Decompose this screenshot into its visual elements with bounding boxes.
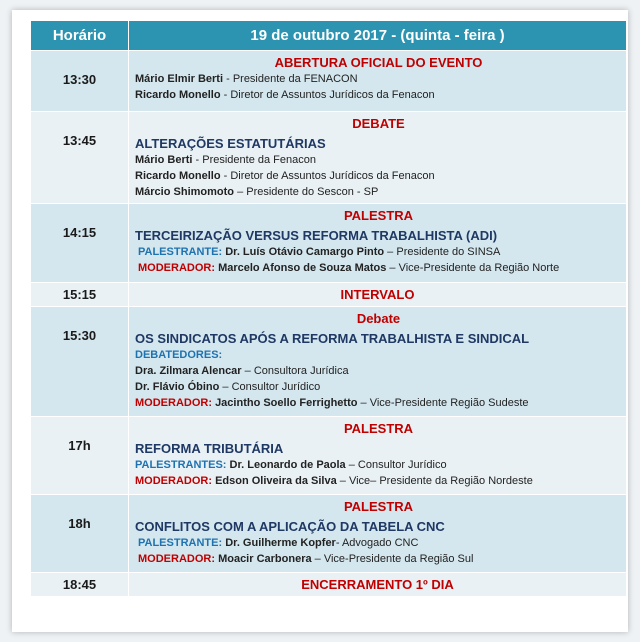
session-heading: DEBATE [352,116,405,131]
speaker-name: Dr. Guilherme Kopfer [225,537,336,549]
table-row [31,51,627,112]
schedule-table [30,20,627,597]
row-time: 15:30 [31,307,129,417]
participant-role: Presidente do Sescon - SP [246,186,379,198]
participant [135,184,622,200]
session-heading: PALESTRA [343,421,414,436]
separator: – [241,365,254,377]
participant-name: Dra. Zilmara Alencar [135,365,242,377]
moderator [135,551,622,567]
participant [135,87,622,103]
debaters-label-text: DEBATEDORES: [135,349,223,361]
table-row [31,283,627,307]
session-heading: PALESTRA [343,499,414,514]
table-header [31,21,627,51]
row-content [129,573,627,597]
row-time: 13:30 [31,51,129,112]
session-title: REFORMA TRIBUTÁRIA [135,441,284,456]
column-header-date: 19 de outubro 2017 - (quinta - feira ) [129,21,627,51]
row-content [129,112,627,204]
participant-role: Diretor de Assuntos Jurídicos da Fenacon [230,170,435,182]
separator: - [335,537,342,549]
table-row [31,417,627,495]
separator: – [311,553,324,565]
speaker-label: PALESTRANTES: [135,459,227,471]
row-content [129,283,627,307]
participant-role: Consultor Jurídico [231,381,321,393]
separator: - [220,89,231,101]
participant-name: Dr. Flávio Óbino [135,381,220,393]
moderator-name: Edson Oliveira da Silva [215,475,337,487]
participant-name: Mário Elmir Berti [135,73,224,85]
separator: - [192,154,203,166]
row-content [129,204,627,283]
separator: – [336,475,349,487]
row-time: 18h [31,495,129,573]
speaker-role: Presidente do SINSA [396,246,501,258]
table-row [31,573,627,597]
row-time: 17h [31,417,129,495]
moderator-role: Vice-Presidente da Região Norte [398,262,560,274]
table-row [31,495,627,573]
moderator-name: Jacintho Soello Ferrighetto [215,397,358,409]
moderator [135,260,622,276]
participant [135,379,622,395]
moderator-label: MODERADOR: [135,475,212,487]
participant-role: Diretor de Assuntos Jurídicos da Fenacon [230,89,435,101]
debaters-label [135,347,622,363]
speaker-label: PALESTRANTE: [138,246,223,258]
row-content [129,51,627,112]
participant-name: Mário Berti [135,154,193,166]
participant [135,363,622,379]
row-time: 13:45 [31,112,129,204]
table-row [31,307,627,417]
participant [135,168,622,184]
separator: – [384,246,397,258]
participant-role: Presidente da Fenacon [202,154,316,166]
moderator [135,395,622,411]
speaker [135,457,622,473]
session-title: CONFLITOS COM A APLICAÇÃO DA TABELA CNC [135,519,445,534]
row-content [129,307,627,417]
session-heading: Debate [356,311,401,326]
speaker [135,244,622,260]
participant-name: Márcio Shimomoto [135,186,235,198]
moderator-role: Vice-Presidente Região Sudeste [369,397,529,409]
speaker-label: PALESTRANTE: [138,537,223,549]
participant-role: Consultora Jurídica [253,365,349,377]
column-header-time: Horário [31,21,129,51]
separator: - [220,170,231,182]
session-title: OS SINDICATOS APÓS A REFORMA TRABALHISTA E SINDICAL [135,331,530,346]
session-heading: ABERTURA OFICIAL DO EVENTO [274,55,483,70]
separator: – [345,459,358,471]
speaker-role: Consultor Jurídico [357,459,447,471]
page-frame [12,10,628,632]
separator: – [386,262,399,274]
separator: – [219,381,232,393]
participant-name: Ricardo Monello [135,89,221,101]
table-row [31,112,627,204]
row-time: 14:15 [31,204,129,283]
moderator-role: Vice– Presidente da Região Nordeste [348,475,533,487]
row-content [129,417,627,495]
participant [135,71,622,87]
speaker-role: Advogado CNC [341,537,419,549]
separator: – [357,397,370,409]
session-title: TERCEIRIZAÇÃO VERSUS REFORMA TRABALHISTA (ADI) [135,228,498,243]
moderator-name: Moacir Carbonera [218,553,312,565]
moderator-label: MODERADOR: [138,553,215,565]
participant-role: Presidente da FENACON [232,73,358,85]
separator: – [234,186,247,198]
speaker-name: Dr. Leonardo de Paola [229,459,346,471]
session-heading: INTERVALO [340,286,415,302]
speaker-name: Dr. Luís Otávio Camargo Pinto [225,246,385,258]
session-title: ALTERAÇÕES ESTATUTÁRIAS [135,136,326,151]
table-row [31,204,627,283]
session-heading: PALESTRA [343,208,414,223]
participant [135,152,622,168]
row-content [129,495,627,573]
speaker [135,535,622,551]
session-heading: ENCERRAMENTO 1º DIA [301,576,454,592]
moderator-role: Vice-Presidente da Região Sul [323,553,474,565]
moderator [135,473,622,489]
row-time: 15:15 [31,283,129,307]
moderator-label: MODERADOR: [138,262,215,274]
moderator-label: MODERADOR: [135,397,212,409]
row-time: 18:45 [31,573,129,597]
moderator-name: Marcelo Afonso de Souza Matos [218,262,387,274]
participant-name: Ricardo Monello [135,170,221,182]
separator: - [223,73,233,85]
